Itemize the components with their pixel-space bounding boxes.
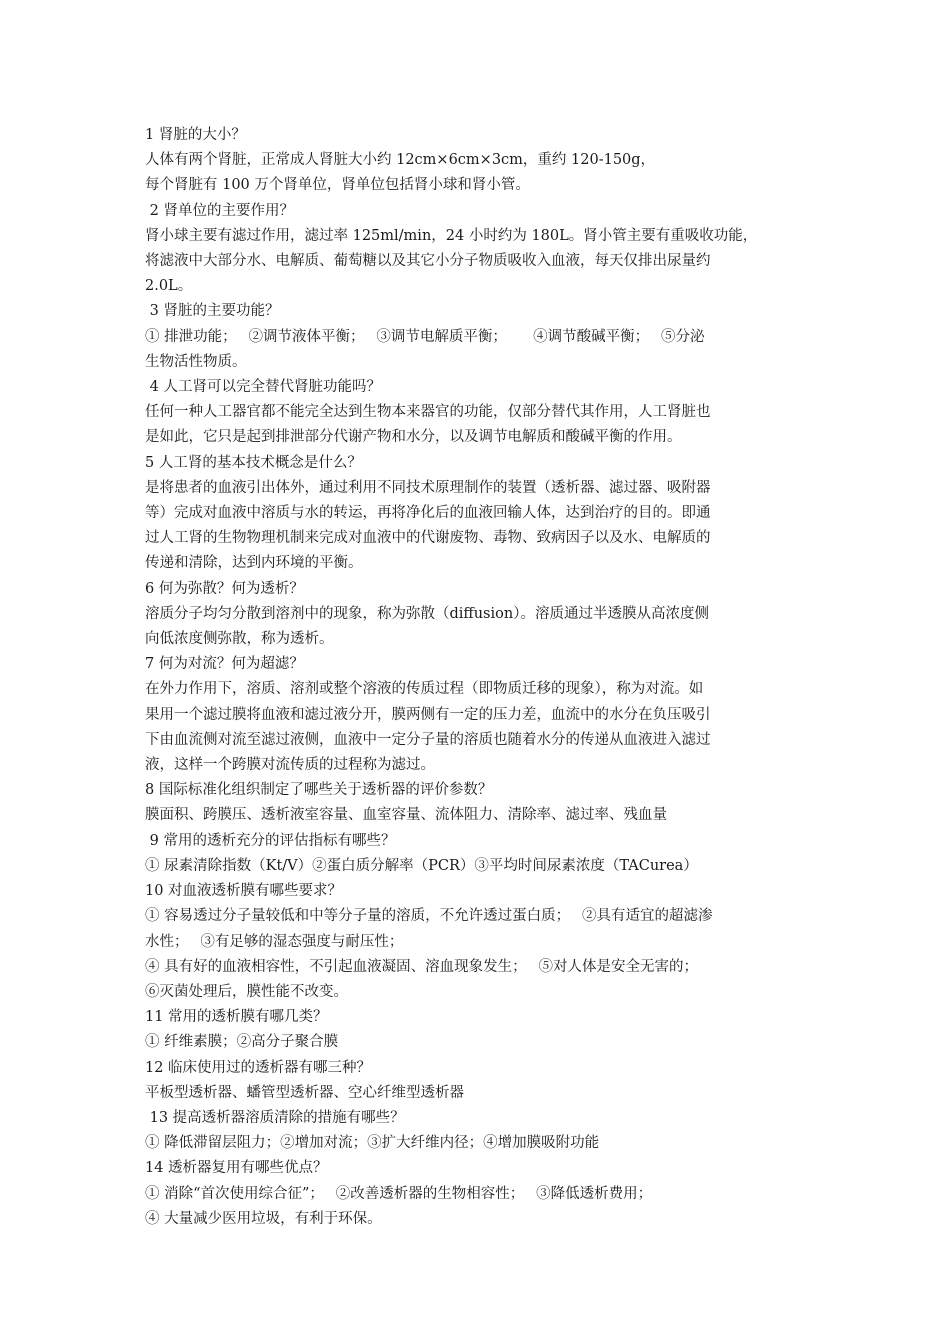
- text-line: 任何一种人工器官都不能完全达到生物本来器官的功能，仅部分替代其作用，人工肾脏也: [145, 404, 711, 421]
- heading-13: 13 提高透析器溶质清除的措施有哪些？: [145, 1109, 405, 1126]
- text-line: 生物活性物质。: [145, 353, 247, 370]
- text-line: 2.0L。: [145, 278, 193, 295]
- text-line: 水性； ③有足够的湿态强度与耐压性；: [145, 933, 404, 950]
- heading-14: 14 透析器复用有哪些优点？: [145, 1160, 328, 1177]
- text-line: 每个肾脏有 100 万个肾单位，肾单位包括肾小球和肾小管。: [145, 177, 530, 194]
- text-line: 果用一个滤过膜将血液和滤过液分开，膜两侧有一定的压力差，血流中的水分在负压吸引: [145, 706, 711, 723]
- text-line: ④ 具有好的血液相容性，不引起血液凝固、溶血现象发生； ⑤对人体是安全无害的；: [145, 958, 698, 975]
- text-line: 溶质分子均匀分散到溶剂中的现象，称为弥散（diffusion）。溶质通过半透膜从高浓度侧: [145, 605, 709, 622]
- heading-10: 10 对血液透析膜有哪些要求？: [145, 883, 343, 900]
- text-line: 传递和清除，达到内环境的平衡。: [145, 555, 363, 572]
- text-line: 肾小球主要有滤过作用，滤过率 125ml/min，24 小时约为 180L。肾小管主要有重吸收功能，: [145, 227, 758, 244]
- heading-4: 4 人工肾可以完全替代肾脏功能吗？: [145, 379, 381, 396]
- text-line: ① 容易透过分子量较低和中等分子量的溶质，不允许透过蛋白质； ②具有适宜的超滤渗: [145, 908, 713, 925]
- heading-5: 5 人工肾的基本技术概念是什么？: [145, 454, 362, 471]
- heading-2: 2 肾单位的主要作用？: [145, 202, 294, 219]
- text-line: 液，这样一个跨膜对流传质的过程称为滤过。: [145, 757, 435, 774]
- text-line: 下由血流侧对流至滤过液侧，血液中一定分子量的溶质也随着水分的传递从血液进入滤过: [145, 731, 711, 748]
- heading-9: 9 常用的透析充分的评估指标有哪些？: [145, 832, 396, 849]
- document-body: [145, 123, 813, 1232]
- text-line: ⑥灭菌处理后，膜性能不改变。: [145, 983, 348, 1000]
- text-line: ④ 大量减少医用垃圾，有利于环保。: [145, 1210, 382, 1227]
- heading-7: 7 何为对流？何为超滤？: [145, 656, 304, 673]
- text-line: 在外力作用下，溶质、溶剂或整个溶液的传质过程（即物质迁移的现象），称为对流。如: [145, 681, 704, 698]
- text-line: 等）完成对血液中溶质与水的转运，再将净化后的血液回输人体，达到治疗的目的。即通: [145, 505, 711, 522]
- heading-3: 3 肾脏的主要功能？: [145, 303, 280, 320]
- heading-1: 1 肾脏的大小？: [145, 127, 246, 143]
- text-line: ① 消除“首次使用综合征”； ②改善透析器的生物相容性； ③降低透析费用；: [145, 1185, 653, 1202]
- text-line: 人体有两个肾脏，正常成人肾脏大小约 12cm×6cm×3cm，重约 120-150g，: [145, 152, 656, 169]
- text-line: 向低浓度侧弥散，称为透析。: [145, 631, 334, 648]
- heading-6: 6 何为弥散？何为透析？: [145, 580, 304, 597]
- text-line: ① 降低滞留层阻力；②增加对流；③扩大纤维内径；④增加膜吸附功能: [145, 1135, 600, 1152]
- text-line: 过人工肾的生物物理机制来完成对血液中的代谢废物、毒物、致病因子以及水、电解质的: [145, 530, 711, 547]
- text-line: ① 尿素清除指数（Kt/V）②蛋白质分解率（PCR）③平均时间尿素浓度（TACurea）: [145, 857, 698, 874]
- heading-8: 8 国际标准化组织制定了哪些关于透析器的评价参数？: [145, 782, 493, 799]
- heading-11: 11 常用的透析膜有哪几类？: [145, 1009, 328, 1026]
- text-line: ① 排泄功能； ②调节液体平衡； ③调节电解质平衡； ④调节酸碱平衡； ⑤分泌: [145, 328, 705, 345]
- heading-12: 12 临床使用过的透析器有哪三种？: [145, 1059, 372, 1076]
- text-line: 是将患者的血液引出体外，通过利用不同技术原理制作的装置（透析器、滤过器、吸附器: [145, 479, 711, 496]
- text-line: 膜面积、跨膜压、透析液室容量、血室容量、流体阻力、清除率、滤过率、残血量: [145, 807, 667, 824]
- text-line: 平板型透析器、蟠管型透析器、空心纤维型透析器: [145, 1084, 464, 1101]
- text-line: 将滤液中大部分水、电解质、葡萄糖以及其它小分子物质吸收入血液，每天仅排出尿量约: [145, 253, 711, 270]
- text-line: 是如此，它只是起到排泄部分代谢产物和水分，以及调节电解质和酸碱平衡的作用。: [145, 429, 682, 446]
- text-line: ① 纤维素膜；②高分子聚合膜: [145, 1034, 339, 1051]
